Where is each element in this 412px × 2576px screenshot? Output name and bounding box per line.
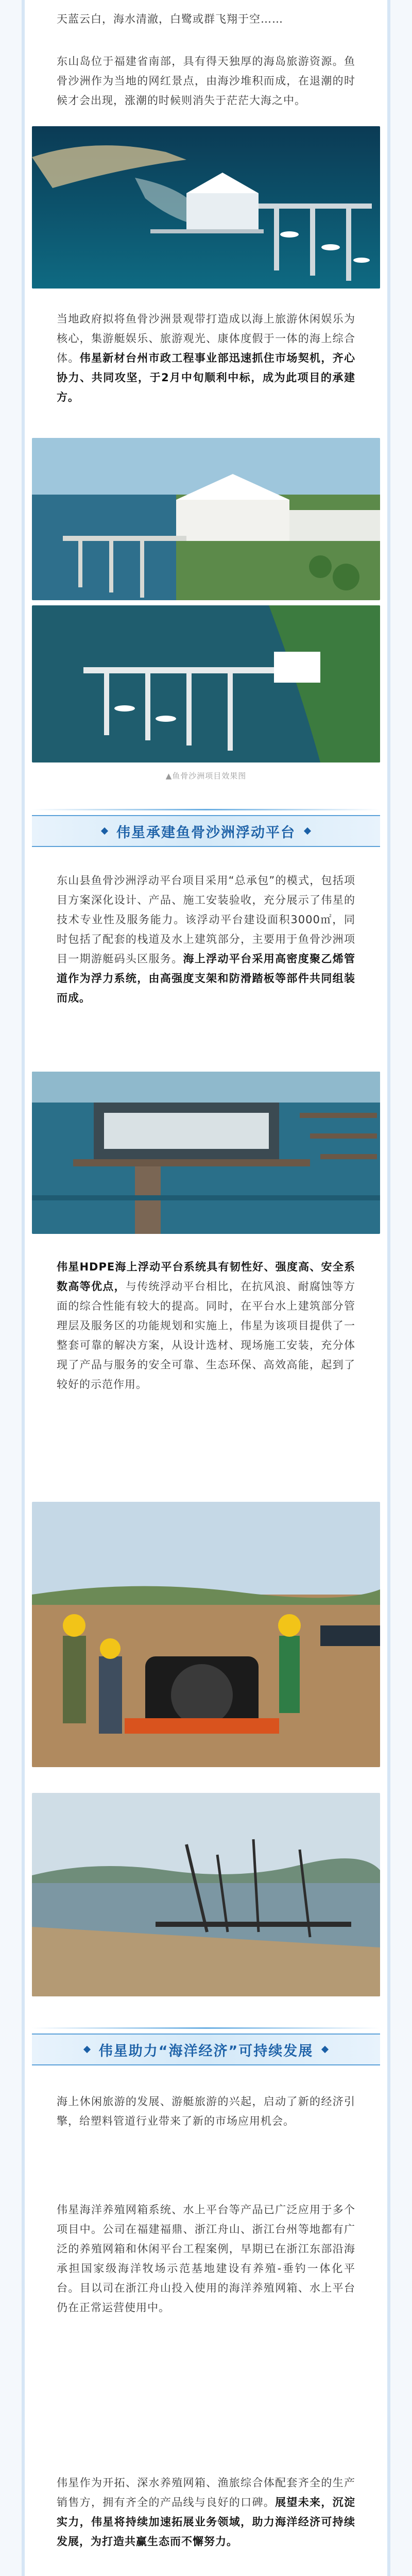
project-render-image-2 — [32, 438, 380, 600]
section-2-para3-bold: 展望未来，沉淀实力，伟星将持续加速拓展业务领域，助力海洋经济可持续发展，为打造共赢生态而不懈努力。 — [57, 2496, 355, 2548]
section-1-paragraph-2 — [57, 1257, 355, 1394]
section-1-para2-bold: 伟星HDPE海上浮动平台系统具有韧性好、强度高、安全系数高等优点， — [57, 1261, 355, 1293]
section-1-decor — [32, 809, 380, 810]
image-caption: ▲鱼骨沙洲项目效果图 — [165, 771, 247, 781]
shore-construction-photo — [32, 1793, 380, 1996]
section-2-decor — [32, 2027, 380, 2029]
section-2-para3-text: 伟星作为开拓、深水养殖网箱、渔旅综合体配套齐全的生产销售方，拥有齐全的产品线与良好的口碑。 — [57, 2477, 355, 2509]
workers-welding-photo — [32, 1502, 380, 1767]
project-plan-paragraph — [57, 309, 355, 407]
section-1-title — [32, 815, 380, 847]
section-2-paragraph-3 — [57, 2473, 355, 2551]
project-render-image-3 — [32, 605, 380, 762]
diamond-icon — [321, 2046, 329, 2053]
section-2-paragraph-2: 伟星海洋养殖网箱系统、水上平台等产品已广泛应用于多个项目中。公司在福建福鼎、浙江舟山、浙江台州等地都有广泛的养殖网箱和休闲平台工程案例，早期已在浙江东部沿海承担国家级海洋牧场示范基地建设有养殖-垂钓一体化平台。目以司在浙江舟山投入使用的海洋养殖网箱、水上平台仍在正常运营使用中。 — [57, 2204, 355, 2314]
section-2-title — [32, 2033, 380, 2065]
diamond-icon — [83, 2046, 91, 2053]
intro-paragraph-1: 天蓝云白，海水清澈，白鹭或群飞翔于空…… — [57, 13, 283, 25]
diamond-icon — [304, 827, 311, 835]
intro-paragraph-2: 东山岛位于福建省南部，具有得天独厚的海岛旅游资源。鱼骨沙洲作为当地的网红景点，由海沙堆积而成，在退潮的时候才会出现，涨潮的时候则消失于茫茫大海之中。 — [57, 55, 355, 107]
section-1-para2-text: 与传统浮动平台相比，在抗风浪、耐腐蚀等方面的综合性能有较大的提高。同时，在平台水上建筑部分管理层及服务区的功能规划和实施上，伟星为该项目提供了一整套可靠的解决方案，从设计选材、现场施工安装，充分体现了产品与服务的安全可靠、生态环保、高效高能，起到了较好的示范作用。 — [57, 1280, 356, 1391]
project-plan-bold: 伟星新材台州市政工程事业部迅速抓住市场契机，齐心协力、共同攻坚，于2月中旬顺利中标，成为此项目的承建方。 — [57, 352, 355, 403]
section-1-paragraph-1 — [57, 871, 355, 1008]
section-2-paragraph-1: 海上休闲旅游的发展、游艇旅游的兴起，启动了新的经济引擎，给塑料管道行业带来了新的市场应用机会。 — [57, 2095, 355, 2127]
section-1-title-text: 伟星承建鱼骨沙洲浮动平台 — [116, 824, 296, 841]
section-1-bold: 海上浮动平台采用高密度聚乙烯管道作为浮力系统，由高强度支架和防滑踏板等部件共同组装而成。 — [57, 953, 356, 1004]
project-render-image-1 — [32, 126, 380, 289]
section-2-title-text: 伟星助力“海洋经济”可持续发展 — [98, 2043, 314, 2059]
project-plan-text: 当地政府拟将鱼骨沙洲景观带打造成以海上旅游休闲娱乐为核心，集游艇娱乐、旅游观光、康体度假于一体的海上综合体。 — [57, 313, 355, 364]
floating-platform-photo — [32, 1072, 380, 1234]
diamond-icon — [101, 827, 108, 835]
section-1-text: 东山县鱼骨沙洲浮动平台项目采用“总承包”的模式，包括项目方案深化设计、产品、施工安装验收，充分展示了伟星的技术专业性及服务能力。该浮动平台建设面积3000㎡，同时包括了配套的栈道及水上建筑部分，主要用于鱼骨沙洲项目一期游艇码头区服务。 — [57, 874, 355, 965]
